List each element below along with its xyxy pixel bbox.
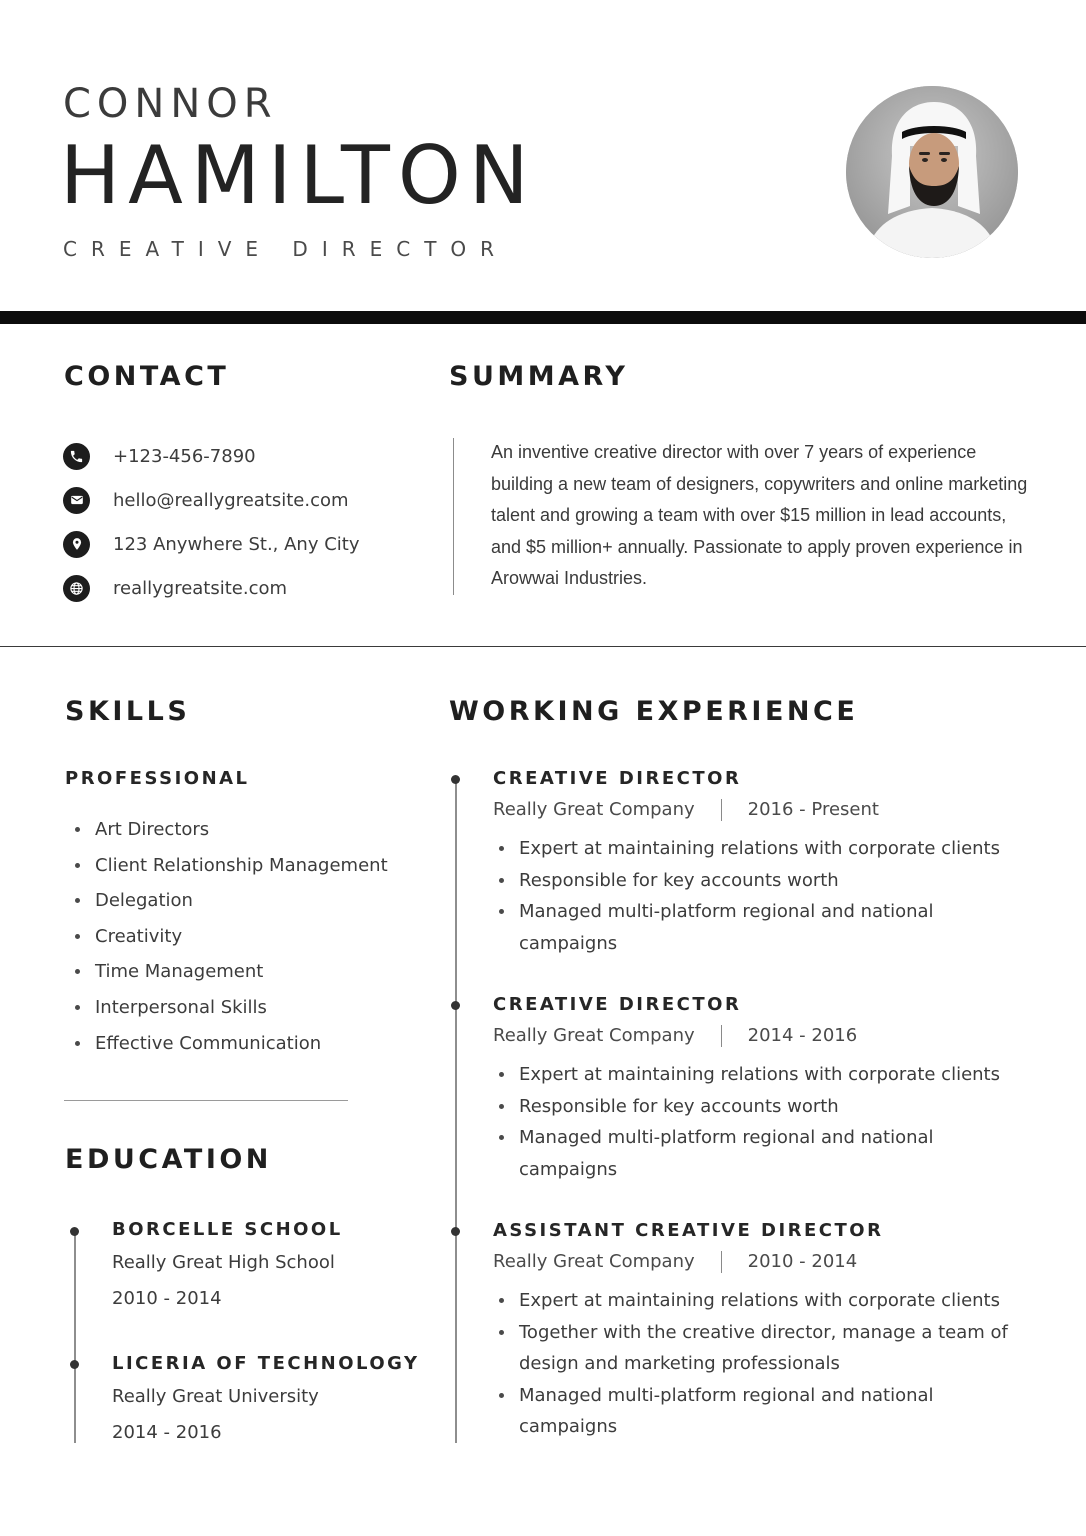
meta-separator [721,799,722,821]
timeline-dot [451,1227,460,1236]
contact-address [63,522,423,566]
job-years: 2016 - Present [747,799,879,820]
job-bullet [493,1091,1019,1123]
job-bullet-text: Expert at maintaining relations with corporate clients [519,1064,1000,1085]
skill-item [75,954,415,990]
experience-timeline [455,779,457,1443]
contact-phone [63,434,423,478]
skills-subheading: PROFESSIONAL [65,768,250,789]
contact-heading: CONTACT [64,361,230,392]
job-years: 2010 - 2014 [747,1251,858,1272]
school-detail: Really Great High School [112,1252,335,1273]
section-divider [0,646,1086,647]
job-bullet-text: Managed multi-platform regional and national campaigns [519,1384,934,1438]
job-bullet [493,1380,1019,1443]
job-bullet [493,1059,1019,1091]
header-divider [0,311,1086,324]
skill-item [75,812,415,848]
job-meta [493,1243,1053,1281]
experience-item [493,1219,1053,1443]
job-bullet-text: Responsible for key accounts worth [519,869,839,891]
school-name: BORCELLE SCHOOL [112,1219,343,1240]
bullet-icon [499,1330,504,1335]
phone-icon [63,443,90,470]
job-bullet-text: Responsible for key accounts worth [519,1095,839,1117]
contact-email-text: hello@reallygreatsite.com [113,489,349,511]
education-item [112,1352,432,1451]
skill-item [75,883,415,919]
skills-list [75,812,415,1061]
skills-divider [64,1100,348,1101]
education-item [112,1218,432,1317]
skill-label: Client Relationship Management [95,854,388,876]
job-role: CREATIVE DIRECTOR [493,768,742,789]
contact-email [63,478,423,522]
skill-label: Art Directors [95,819,210,840]
timeline-dot [70,1227,79,1236]
job-bullets [493,1285,1053,1443]
experience-item [493,767,1053,959]
bullet-icon [75,1005,80,1010]
bullet-icon [75,934,80,939]
bullet-icon [499,1298,504,1303]
job-bullet-text: Managed multi-platform regional and national campaigns [519,1127,934,1180]
first-name: CONNOR [63,81,278,127]
bullet-icon [75,898,80,903]
job-bullet [493,833,1019,865]
job-bullet-text: Together with the creative director, manage a team of design and marketing professionals [519,1321,1008,1375]
contact-address-text: 123 Anywhere St., Any City [113,533,360,555]
bullet-icon [75,969,80,974]
education-timeline [74,1231,76,1443]
timeline-dot [451,775,460,784]
school-detail: Really Great University [112,1386,319,1407]
contact-list [63,434,423,610]
school-name: LICERIA OF TECHNOLOGY [112,1353,420,1374]
summary-text: An inventive creative director with over 7 years of experience building a new team of designers, copywriters and online marketing talent and growing a team with over $15 million in lead accounts, and $5 million+ annually. Passionate to apply proven experience in Arowwai Industries. [491,442,1028,589]
skill-item [75,990,415,1026]
job-bullets [493,833,1053,959]
bullet-icon [75,1041,80,1046]
last-name: HAMILTON [60,129,537,222]
email-icon [63,487,90,514]
job-bullet-text: Expert at maintaining relations with corporate clients [519,838,1000,859]
school-years: 2010 - 2014 [112,1288,222,1309]
job-bullet [493,1317,1019,1380]
job-bullet [493,1285,1019,1317]
experience-heading: WORKING EXPERIENCE [449,696,859,727]
school-years: 2014 - 2016 [112,1422,222,1443]
bullet-icon [499,1135,504,1140]
job-years: 2014 - 2016 [747,1025,858,1046]
job-company: Really Great Company [493,1025,695,1046]
job-role: CREATIVE DIRECTOR [493,994,742,1015]
job-company: Really Great Company [493,799,695,820]
meta-separator [721,1025,722,1047]
job-bullet [493,896,1019,959]
job-title: CREATIVE DIRECTOR [63,237,509,261]
bullet-icon [499,1072,504,1077]
skills-heading: SKILLS [65,696,191,727]
bullet-icon [75,827,80,832]
job-meta [493,1017,1053,1055]
contact-website [63,566,423,610]
skill-label: Effective Communication [95,1032,322,1054]
job-bullet-text: Managed multi-platform regional and national campaigns [519,901,934,954]
bullet-icon [499,1104,504,1109]
profile-photo [846,86,1018,258]
skill-label: Creativity [95,925,183,947]
timeline-dot [451,1001,460,1010]
skill-label: Delegation [95,890,193,912]
contact-phone-text: +123-456-7890 [113,445,256,467]
skill-label: Interpersonal Skills [95,996,267,1018]
location-icon [63,531,90,558]
skill-item [75,848,415,884]
timeline-dot [70,1360,79,1369]
bullet-icon [499,1393,504,1398]
bullet-icon [499,846,504,851]
meta-separator [721,1251,722,1273]
job-meta [493,791,1053,829]
summary-heading: SUMMARY [449,361,629,392]
skill-label: Time Management [95,961,264,983]
job-bullet [493,865,1019,897]
skill-item [75,919,415,955]
job-bullet [493,1122,1019,1185]
globe-icon [63,575,90,602]
skill-item [75,1026,415,1062]
job-role: ASSISTANT CREATIVE DIRECTOR [493,1220,884,1241]
bullet-icon [499,878,504,883]
education-heading: EDUCATION [65,1144,272,1175]
bullet-icon [499,909,504,914]
job-company: Really Great Company [493,1251,695,1272]
bullet-icon [75,863,80,868]
job-bullet-text: Expert at maintaining relations with corporate clients [519,1290,1000,1311]
contact-website-text: reallygreatsite.com [113,577,288,599]
job-bullets [493,1059,1053,1185]
experience-item [493,993,1053,1185]
summary-divider [453,438,454,595]
